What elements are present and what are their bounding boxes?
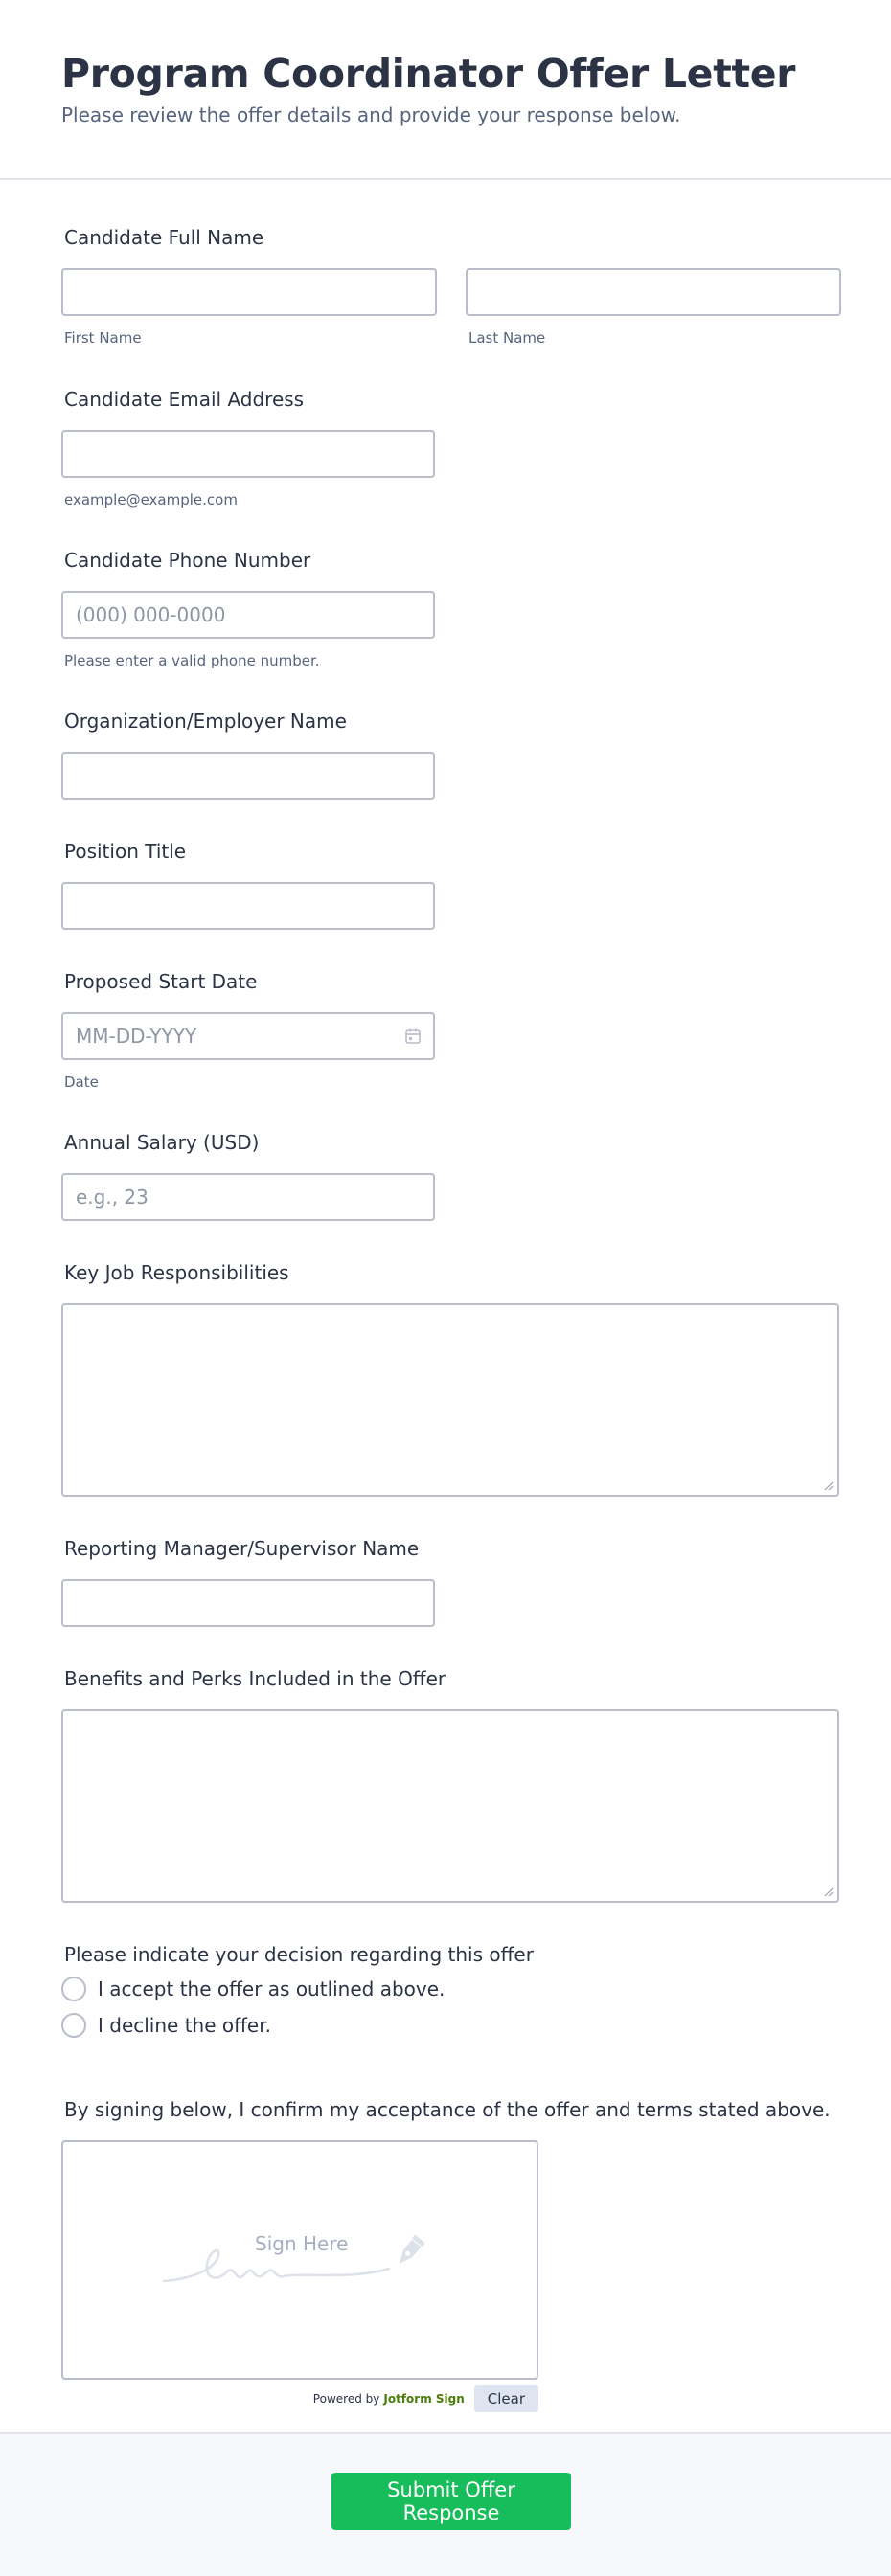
phone-sublabel: Please enter a valid phone number.	[64, 652, 320, 669]
radio-button[interactable]	[61, 1977, 86, 2001]
calendar-icon[interactable]	[404, 1028, 422, 1045]
field-manager	[61, 1537, 435, 1627]
organization-label: Organization/Employer Name	[64, 710, 347, 733]
field-responsibilities	[61, 1261, 839, 1497]
field-salary	[61, 1131, 435, 1221]
start-date-input[interactable]	[61, 1012, 435, 1060]
clear-signature-button[interactable]: Clear	[474, 2385, 538, 2412]
decision-label: Please indicate your decision regarding this offer	[64, 1943, 534, 1966]
signature-footer	[61, 2385, 538, 2412]
benefits-label: Benefits and Perks Included in the Offer	[64, 1667, 446, 1690]
field-full-name	[61, 226, 841, 347]
pen-nib-icon	[385, 2232, 429, 2276]
responsibilities-textarea[interactable]	[61, 1303, 839, 1497]
full-name-label: Candidate Full Name	[64, 226, 264, 249]
field-decision	[61, 1943, 534, 2039]
manager-label: Reporting Manager/Supervisor Name	[64, 1537, 420, 1560]
form-footer	[0, 2432, 891, 2576]
signature-pad[interactable]	[61, 2140, 538, 2380]
radio-button[interactable]	[61, 2013, 86, 2038]
field-organization	[61, 710, 435, 800]
field-position	[61, 840, 435, 930]
position-input[interactable]	[61, 882, 435, 930]
form-header	[0, 0, 891, 180]
salary-label: Annual Salary (USD)	[64, 1131, 260, 1154]
last-name-sublabel: Last Name	[468, 329, 546, 347]
signature-label: By signing below, I confirm my acceptance of the offer and terms stated above.	[64, 2098, 831, 2121]
organization-input[interactable]	[61, 752, 435, 800]
phone-label: Candidate Phone Number	[64, 549, 311, 572]
email-label: Candidate Email Address	[64, 388, 305, 411]
radio-label[interactable]: I accept the offer as outlined above.	[98, 1977, 446, 2000]
radio-label[interactable]: I decline the offer.	[98, 2014, 271, 2037]
resize-grip-icon[interactable]	[824, 1887, 834, 1897]
email-sublabel: example@example.com	[64, 491, 238, 508]
first-name-sublabel: First Name	[64, 329, 142, 347]
submit-button[interactable]: Submit Offer Response	[331, 2473, 571, 2530]
field-phone	[61, 549, 435, 669]
page-subtitle: Please review the offer details and provide your response below.	[61, 103, 681, 126]
responsibilities-label: Key Job Responsibilities	[64, 1261, 289, 1284]
salary-input[interactable]	[61, 1173, 435, 1221]
radio-option-decline[interactable]	[61, 2012, 534, 2039]
last-name-input[interactable]	[466, 268, 841, 316]
phone-input[interactable]	[61, 591, 435, 639]
email-input[interactable]	[61, 430, 435, 478]
start-date-label: Proposed Start Date	[64, 970, 258, 993]
powered-by-text: Powered by	[312, 2392, 380, 2406]
benefits-textarea[interactable]	[61, 1709, 839, 1903]
signature-placeholder: Sign Here	[255, 2232, 349, 2255]
field-start-date	[61, 970, 435, 1091]
radio-option-accept[interactable]	[61, 1976, 534, 2002]
resize-grip-icon[interactable]	[824, 1481, 834, 1491]
field-email	[61, 388, 435, 508]
field-signature	[61, 2098, 831, 2412]
jotform-sign-brand: Jotform Sign	[383, 2392, 465, 2406]
page-title: Program Coordinator Offer Letter	[61, 51, 796, 97]
field-benefits	[61, 1667, 839, 1903]
position-label: Position Title	[64, 840, 187, 863]
first-name-input[interactable]	[61, 268, 437, 316]
manager-input[interactable]	[61, 1579, 435, 1627]
start-date-sublabel: Date	[64, 1073, 99, 1091]
